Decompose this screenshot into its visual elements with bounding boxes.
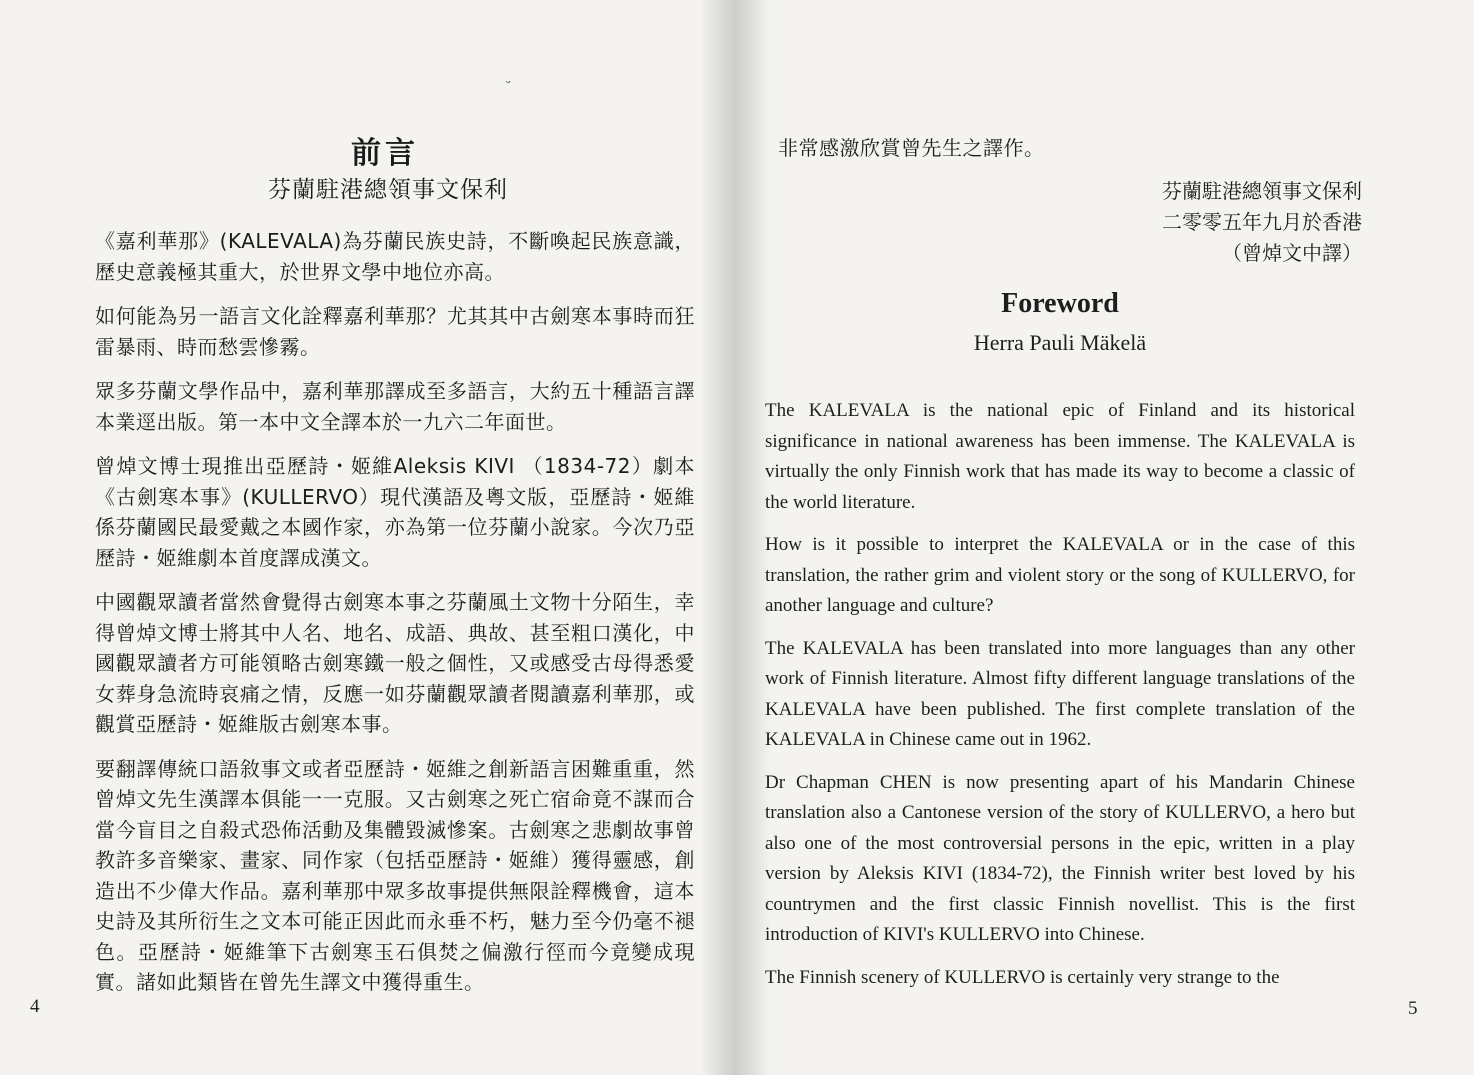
english-paragraph: How is it possible to interpret the KALEVALA or in the case of this translation, the rather grim and violent story or the song of KULLERVO, for another language and culture? <box>765 534 1355 616</box>
signature-block <box>1062 176 1362 269</box>
ink-mark: ᵕ <box>506 76 511 90</box>
chinese-paragraph: 眾多芬蘭文學作品中，嘉利華那譯成至多語言，大約五十種語言譯本業逕出版。第一本中文全譯本於一九六二年面世。 <box>95 379 695 434</box>
english-title: Foreword <box>1001 288 1119 319</box>
english-paragraph: The KALEVALA has been translated into more languages than any other work of Finnish literature. Almost fifty different language translations of the KALEVALA have been published. The first complete translation of the KALEVALA in Chinese came out in 1962. <box>765 637 1355 750</box>
english-paragraph: The KALEVALA is the national epic of Finland and its historical significance in national awareness has been immense. The KALEVALA is virtually the only Finnish work that has made its way to become a classic of the world literature. <box>765 400 1355 513</box>
chinese-paragraph: 要翻譯傳統口語敘事文或者亞歷詩・姬維之創新語言困難重重，然曾焯文先生漢譯本俱能一一克服。又古劍寒之死亡宿命竟不謀而合當今盲目之自殺式恐佈活動及集體毀滅慘案。古劍寒之悲劇故事曾教許多音樂家、畫家、同作家（包括亞歷詩・姬維）獲得靈感，創造出不少偉大作品。嘉利華那中眾多故事提供無限詮釋機會，這本史詩及其所衍生之文本可能正因此而永垂不朽，魅力至今仍毫不褪色。亞歷詩・姬維筆下古劍寒玉石俱焚之偏激行徑而今竟變成現實。諸如此類皆在曾先生譯文中獲得重生。 <box>95 756 695 994</box>
signature-line: 芬蘭駐港總領事文保利 <box>1162 179 1362 203</box>
chinese-paragraph: 中國觀眾讀者當然會覺得古劍寒本事之芬蘭風土文物十分陌生，幸得曾焯文博士將其中人名、地名、成語、典故、甚至粗口漢化，中國觀眾讀者方可能領略古劍寒鐵一般之個性，又或感受古母得悉愛女葬身急流時哀痛之情，反應一如芬蘭觀眾讀者閱讀嘉利華那，或觀賞亞歷詩・姬維版古劍寒本事。 <box>95 590 695 736</box>
english-subtitle: Herra Pauli Mäkelä <box>973 330 1147 355</box>
chinese-subtitle: 芬蘭駐港總領事文保利 <box>268 177 508 203</box>
chinese-continuation: 非常感激欣賞曾先生之譯作。 <box>778 136 1045 160</box>
english-body <box>765 396 1355 1005</box>
english-paragraph: Dr Chapman CHEN is now presenting apart of his Mandarin Chinese translation also a Cantonese version of the story of KULLERVO, a hero but also one of the most controversial persons in the epic, written in a play version by Aleksis KIVI (1834-72), the Finnish writer best loved by his countrymen and the first classic Finnish novellist. This is the first introduction of KIVI's KULLERVO into Chinese. <box>765 771 1355 945</box>
english-paragraph: The Finnish scenery of KULLERVO is certainly very strange to the <box>765 966 1280 988</box>
chinese-paragraph: 如何能為另一語言文化詮釋嘉利華那？尤其其中古劍寒本事時而狂雷暴雨、時而愁雲慘霧。 <box>95 304 695 359</box>
page-number-right: 5 <box>1408 998 1418 1019</box>
signature-line: （曾焯文中譯） <box>1222 241 1362 265</box>
page-number-left: 4 <box>30 996 40 1017</box>
chinese-title: 前言 <box>351 136 419 171</box>
chinese-body <box>95 226 695 1012</box>
chinese-paragraph: 《嘉利華那》(KALEVALA)為芬蘭民族史詩，不斷喚起民族意識，歷史意義極其重大，於世界文學中地位亦高。 <box>95 229 695 284</box>
chinese-paragraph: 曾焯文博士現推出亞歷詩・姬維Aleksis KIVI （1834-72）劇本《古劍寒本事》(KULLERVO）現代漢語及粵文版，亞歷詩・姬維係芬蘭國民最愛戴之本國作家，亦為第一位芬蘭小說家。今次乃亞歷詩・姬維劇本首度譯成漢文。 <box>95 454 695 570</box>
signature-line: 二零零五年九月於香港 <box>1162 210 1362 234</box>
